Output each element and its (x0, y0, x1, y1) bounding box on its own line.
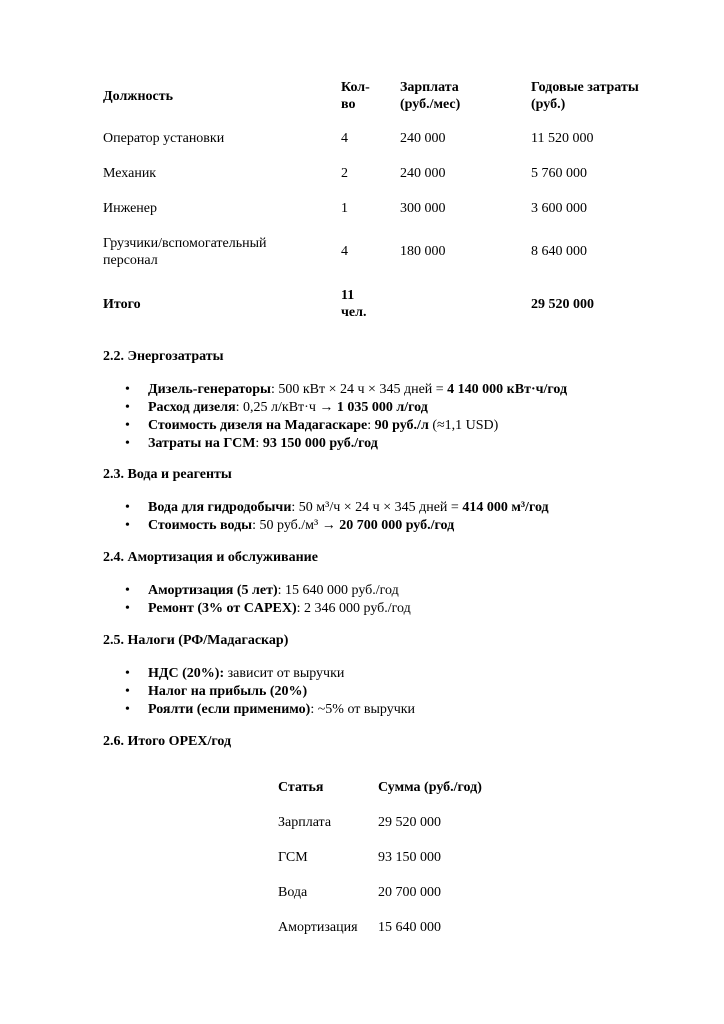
bullet-icon: • (125, 702, 130, 717)
table-row-count: 4 (341, 244, 348, 259)
depreciation-list (103, 582, 411, 618)
bullet-icon: • (125, 400, 130, 415)
header-annual: Годовые затраты (руб.) (531, 80, 639, 112)
list-item: • Стоимость дизеля на Мадагаскаре: 90 руб./л (≈1,1 USD) (125, 418, 499, 433)
bullet-icon: • (125, 382, 130, 397)
table-row-sum: 15 640 000 (378, 920, 441, 935)
header-position: Должность (103, 89, 174, 104)
table-row-item: Амортизация (278, 920, 358, 935)
table-row-count: 2 (341, 166, 348, 181)
table-row-position: Механик (103, 166, 157, 181)
table-row-item: ГСМ (278, 850, 308, 865)
table-row-position: Оператор установки (103, 131, 225, 146)
energy-list (103, 381, 567, 453)
table-row-sum: 20 700 000 (378, 885, 441, 900)
table-row-item: Вода (278, 885, 308, 900)
section-title-energy: 2.2. Энергозатраты (103, 349, 224, 364)
bullet-icon: • (125, 418, 130, 433)
water-list (103, 499, 549, 535)
bullet-icon: • (125, 666, 130, 681)
list-item: • НДС (20%): зависит от выручки (125, 666, 345, 681)
list-item: • Налог на прибыль (20%) (125, 684, 308, 699)
list-item: • Дизель-генераторы: 500 кВт × 24 ч × 345 дней = 4 140 000 кВт·ч/год (125, 382, 568, 397)
total-count: 11 чел. (341, 288, 367, 320)
table-row-salary: 240 000 (400, 131, 446, 146)
header-salary: Зарплата (руб./мес) (400, 80, 461, 112)
bullet-icon: • (125, 518, 130, 533)
bullet-icon: • (125, 436, 130, 451)
bullet-icon: • (125, 500, 130, 515)
list-item: • Амортизация (5 лет): 15 640 000 руб./год (125, 583, 399, 598)
list-item: • Ремонт (3% от CAPEX): 2 346 000 руб./год (125, 601, 411, 616)
table-row-count: 1 (341, 201, 348, 216)
opex-header-item: Статья (278, 780, 324, 795)
list-item: • Стоимость воды: 50 руб./м³ → 20 700 000 руб./год (125, 518, 455, 533)
total-label: Итого (103, 297, 141, 312)
bullet-icon: • (125, 601, 130, 616)
table-row-annual: 5 760 000 (531, 166, 587, 181)
section-title-opex: 2.6. Итого OPEX/год (103, 734, 232, 749)
list-item: • Затраты на ГСМ: 93 150 000 руб./год (125, 436, 378, 451)
opex-header-sum: Сумма (руб./год) (378, 780, 482, 795)
section-title-depreciation: 2.4. Амортизация и обслуживание (103, 550, 318, 565)
table-row-annual: 11 520 000 (531, 131, 594, 146)
table-row-salary: 240 000 (400, 166, 446, 181)
table-row-position: Грузчики/вспомогательный персонал (103, 236, 267, 268)
table-row-salary: 180 000 (400, 244, 446, 259)
table-row-item: Зарплата (278, 815, 332, 830)
bullet-icon: • (125, 684, 130, 699)
list-item: • Вода для гидродобычи: 50 м³/ч × 24 ч × 345 дней = 414 000 м³/год (125, 500, 549, 515)
total-annual: 29 520 000 (531, 297, 594, 312)
table-row-position: Инженер (103, 201, 158, 216)
table-row-salary: 300 000 (400, 201, 446, 216)
section-title-taxes: 2.5. Налоги (РФ/Мадагаскар) (103, 633, 289, 648)
table-row-sum: 29 520 000 (378, 815, 441, 830)
bullet-icon: • (125, 583, 130, 598)
list-item: • Расход дизеля: 0,25 л/кВт·ч → 1 035 000 л/год (125, 400, 428, 415)
table-row-count: 4 (341, 131, 348, 146)
header-count: Кол- во (341, 80, 370, 112)
section-title-water: 2.3. Вода и реагенты (103, 467, 232, 482)
table-row-annual: 3 600 000 (531, 201, 587, 216)
table-row-annual: 8 640 000 (531, 244, 587, 259)
list-item: • Роялти (если применимо): ~5% от выручки (125, 702, 416, 717)
taxes-list (103, 665, 415, 719)
table-row-sum: 93 150 000 (378, 850, 441, 865)
